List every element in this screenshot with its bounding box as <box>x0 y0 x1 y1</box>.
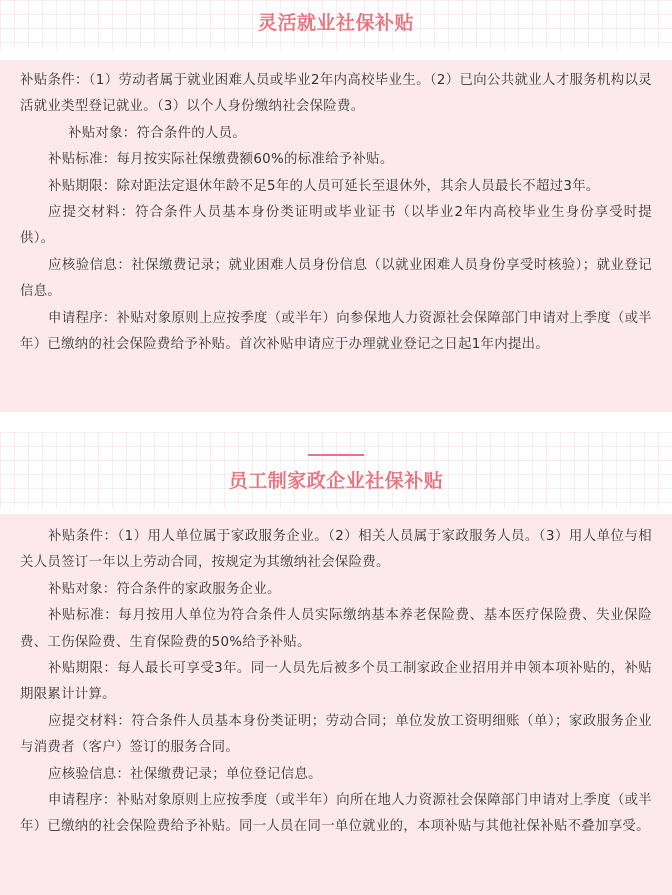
section-2-title: 员工制家政企业社保补贴 <box>228 470 444 492</box>
section-2-conditions: 补贴条件：（1）用人单位属于家政服务企业。（2）相关人员属于家政服务人员。（3）用人单位与相关人员签订一年以上劳动合同，按规定为其缴纳社会保险费。 <box>20 529 652 571</box>
section-1-panel <box>0 60 672 412</box>
section-2-verification: 应核验信息：社保缴费记录；单位登记信息。 <box>48 766 322 782</box>
section-1-materials: 应提交材料：符合条件人员基本身份类证明或毕业证书（以毕业2年内高校毕业生身份享受时提供）。 <box>20 205 652 247</box>
section-1-header <box>0 0 672 50</box>
section-2-materials: 应提交材料：符合条件人员基本身份类证明；劳动合同；单位发放工资明细账（单）；家政服务企业与消费者（客户）签订的服务合同。 <box>20 713 652 756</box>
section-1-conditions: 补贴条件：（1）劳动者属于就业困难人员或毕业2年内高校毕业生。（2）已向公共就业人才服务机构以灵活就业类型登记就业。（3）以个人身份缴纳社会保险费。 <box>20 73 652 115</box>
section-1-procedure: 申请程序：补贴对象原则上应按季度（或半年）向参保地人力资源社会保障部门申请对上季度（或半年）已缴纳的社会保险费给予补贴。首次补贴申请应于办理就业登记之日起1年内提出。 <box>20 310 652 353</box>
section-2-period: 补贴期限：每人最长可享受3年。同一人员先后被多个员工制家政企业招用并申领本项补贴的，补贴期限累计计算。 <box>20 661 652 703</box>
section-1-period: 补贴期限：除对距法定退休年龄不足5年的人员可延长至退休外，其余人员最长不超过3年。 <box>48 178 600 194</box>
section-2-target: 补贴对象：符合条件的家政服务企业。 <box>48 581 281 597</box>
section-2-standard: 补贴标准：每月按用人单位为符合条件人员实际缴纳基本养老保险费、基本医疗保险费、失业保险费、工伤保险费、生育保险费的50%给予补贴。 <box>20 608 652 650</box>
section-2-panel <box>0 514 672 895</box>
section-1-target: 补贴对象：符合条件的人员。 <box>68 125 246 141</box>
section-2-procedure: 申请程序：补贴对象原则上应按季度（或半年）向所在地人力资源社会保障部门申请对上季度（或半年）已缴纳的社会保险费给予补贴。同一人员在同一单位就业的，本项补贴与其他社保补贴不叠加享受。 <box>20 793 652 835</box>
section-1-title: 灵活就业社保补贴 <box>257 12 414 34</box>
section-1-standard: 补贴标准：每月按实际社保缴费额60%的标准给予补贴。 <box>48 152 394 168</box>
title-divider <box>308 454 364 456</box>
section-1-verification: 应核验信息：社保缴费记录；就业困难人员身份信息（以就业困难人员身份享受时核验）；就业登记信息。 <box>20 257 652 300</box>
section-2-header <box>0 432 672 508</box>
